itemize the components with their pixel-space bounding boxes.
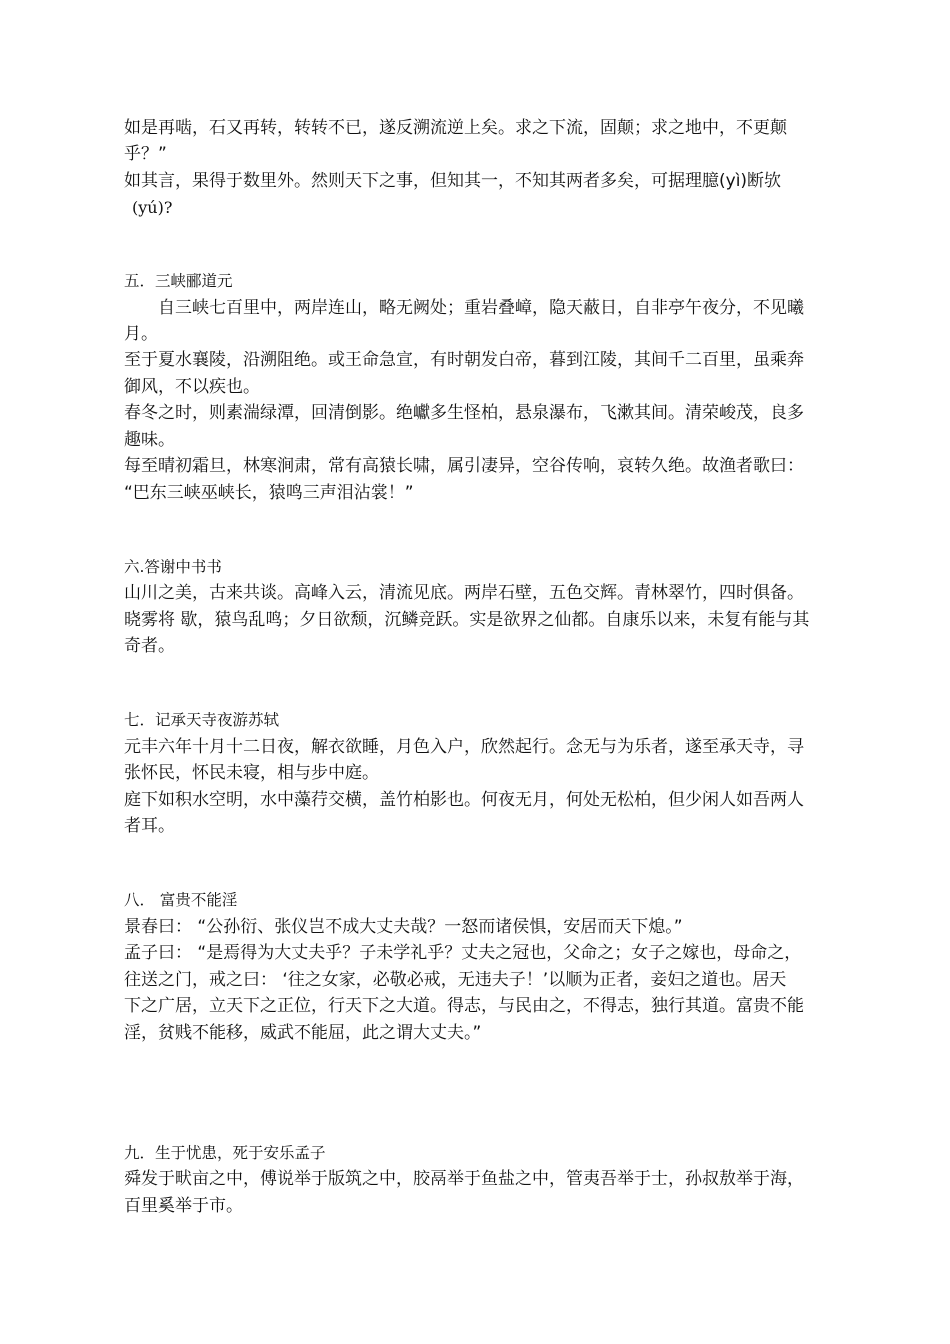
continuation-line: 乎？” <box>124 144 167 164</box>
paragraph-line: 孟子曰： “是焉得为大丈夫乎？子未学礼乎？丈夫之冠也，父命之；女子之嫁也，母命之， <box>124 943 802 963</box>
section-heading-fugui: 八． 富贵不能淫 <box>124 891 238 909</box>
paragraph-line: 往送之门，戒之曰： ‘往之女家，必敬必戒，无违夫子！’以顺为正者，妾妇之道也。居天 <box>124 970 787 990</box>
paragraph-line: “巴东三峡巫峡长，猿鸣三声泪沾裳！” <box>124 483 414 503</box>
paragraph-line: 景春曰： “公孙衍、张仪岂不成大丈夫哉？一怒而诸侯惧，安居而天下熄。” <box>124 917 683 937</box>
paragraph-line: 山川之美，古来共谈。高峰入云，清流见底。两岸石壁，五色交辉。青林翠竹，四时俱备。 <box>124 583 804 603</box>
paragraph-line: 自三峡七百里中，两岸连山，略无阙处；重岩叠嶂，隐天蔽日，自非亭午夜分，不见曦 <box>158 298 804 318</box>
paragraph-line: 百里奚举于市。 <box>124 1196 243 1216</box>
paragraph-line: 元丰六年十月十二日夜，解衣欲睡，月色入户，欣然起行。念无与为乐者，遂至承天寺，寻 <box>124 737 804 757</box>
paragraph-line: 每至晴初霜旦，林寒涧肃，常有高猿长啸，属引凄异，空谷传响，哀转久绝。故渔者歌曰： <box>124 456 804 476</box>
continuation-line: 如其言，果得于数里外。然则天下之事，但知其一，不知其两者多矣，可据理臆(yì)断欤 <box>124 171 782 191</box>
paragraph-line: 至于夏水襄陵，沿溯阻绝。或王命急宣，有时朝发白帝，暮到江陵，其间千二百里，虽乘奔 <box>124 350 804 370</box>
paragraph-line: 晓雾将 歇，猿鸟乱鸣；夕日欲颓，沉鳞竞跃。实是欲界之仙都。自康乐以来，未复有能与其 <box>124 610 810 630</box>
paragraph-line: 淫，贫贱不能移，威武不能屈，此之谓大丈夫。” <box>124 1023 482 1043</box>
paragraph-line: 奇者。 <box>124 636 175 656</box>
paragraph-line: 下之广居，立天下之正位，行天下之大道。得志，与民由之，不得志，独行其道。富贵不能 <box>124 996 804 1016</box>
paragraph-line: 张怀民，怀民未寝，相与步中庭。 <box>124 763 379 783</box>
paragraph-line: 趣味。 <box>124 430 175 450</box>
section-heading-chengtiansi: 七．记承天寺夜游苏轼 <box>124 711 280 729</box>
paragraph-line: 舜发于畎亩之中，傅说举于版筑之中，胶鬲举于鱼盐之中，管夷吾举于士，孙叔敖举于海， <box>124 1169 804 1189</box>
continuation-line: 如是再啮，石又再转，转转不已，遂反溯流逆上矣。求之下流，固颠；求之地中，不更颠 <box>124 118 787 138</box>
continuation-line: (yú)? <box>132 198 173 217</box>
paragraph-line: 春冬之时，则素湍绿潭，回清倒影。绝巘多生怪柏，悬泉瀑布，飞漱其间。清荣峻茂，良多 <box>124 403 804 423</box>
section-heading-youhuan: 九．生于忧患，死于安乐孟子 <box>124 1144 326 1162</box>
paragraph-line: 御风，不以疾也。 <box>124 377 260 397</box>
section-heading-daxie: 六.答谢中书书 <box>124 558 222 576</box>
paragraph-line: 者耳。 <box>124 816 175 836</box>
paragraph-line: 庭下如积水空明，水中藻荇交横，盖竹柏影也。何夜无月，何处无松柏，但少闲人如吾两人 <box>124 790 804 810</box>
paragraph-line: 月。 <box>124 324 158 344</box>
section-heading-sanxia: 五．三峡郦道元 <box>124 272 233 290</box>
